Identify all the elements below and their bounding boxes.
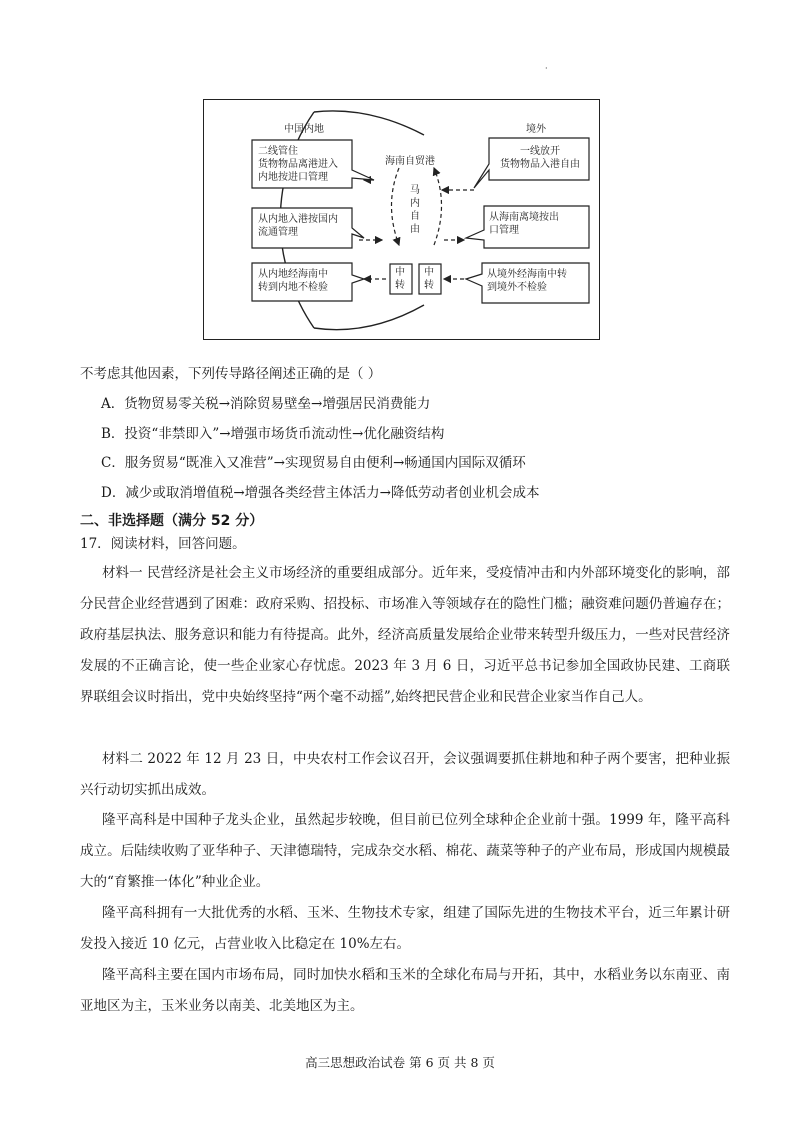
option-c: C．服务贸易“既准入又准营”→实现贸易自由便利→畅通国内国际双循环 <box>101 455 526 471</box>
option-b: B．投资“非禁即入”→增强市场货币流动性→优化融资结构 <box>101 426 445 442</box>
right-box-1-text: 一线放开 货物物品入港自由 <box>500 146 580 170</box>
material-one: 材料一 民营经济是社会主义市场经济的重要组成部分。近年来，受疫情冲击和内外部环境变化的影响，部分民营企业经营遇到了困难：政府采购、招投标、市场准入等领域存在的隐性门槛；融资难问题仍普遍存在；政府基层执法、服务意识和能力有待提高。此外，经济高质量发展给企业带来转型升级压力，一些对民营经济发展的不正确言论，使一些企业家心存忧虑。2023 年 3 月 6 日，习近平总书记参加全国政协民建、工商联界联组会议时指出，党中央始终坚持“两个毫不动摇”,始终把民营企业和民营企业家当作自己人。 <box>80 565 730 705</box>
paragraph-longping-global: 隆平高科主要在国内市场布局，同时加快水稻和玉米的全球化布局与开拓，其中，水稻业务以东南亚、南亚地区为主，玉米业务以南美、北美地区为主。 <box>80 967 730 1014</box>
label-china-mainland: 中国内地 <box>284 124 324 135</box>
question-stem: 不考虑其他因素，下列传导路径阐述正确的是（ ） <box>80 366 382 382</box>
question-17-title: 17．阅读材料，回答问题。 <box>80 536 246 552</box>
transit-right-text: 中转 <box>424 267 434 291</box>
right-box-3-text: 从境外经海南中转 到境外不检验 <box>487 269 567 293</box>
left-box-2-text: 从内地入港按国内 流通管理 <box>258 214 338 238</box>
material-two: 材料二 2022 年 12 月 23 日，中央农村工作会议召开，会议强调要抓住耕地和种子两个要害，把种业振兴行动切实抓出成效。 <box>80 751 730 798</box>
option-a: A．货物贸易零关税→消除贸易壁垒→增强居民消费能力 <box>101 396 431 412</box>
label-overseas: 境外 <box>526 124 546 135</box>
big-circle-arc-bottom <box>314 305 424 330</box>
left-box-3-text: 从内地经海南中 转到内地不检验 <box>258 269 328 293</box>
page-footer: 高三思想政治试卷 第 6 页 共 8 页 <box>305 1055 495 1070</box>
scan-speck: · <box>545 64 548 73</box>
paragraph-longping-rd: 隆平高科拥有一大批优秀的水稻、玉米、生物技术专家，组建了国际先进的生物技术平台，近三年累计研发投入接近 10 亿元，占营业收入比稳定在 10%左右。 <box>80 905 730 952</box>
section-title: 二、非选择题（满分 52 分） <box>80 513 264 529</box>
right-box-2-text: 从海南离境按出 口管理 <box>489 212 559 236</box>
inner-dashed-left <box>392 168 400 245</box>
transit-left-text: 中转 <box>395 267 405 291</box>
paragraph-longping-intro: 隆平高科是中国种子龙头企业，虽然起步较晚，但目前已位列全球种企企业前十强。1999 年，隆平高科成立。后陆续收购了亚华种子、天津德瑞特，完成杂交水稻、棉花、蔬菜等种子的产业布局，形成国内规模最大的“育繁推一体化”种业企业。 <box>80 812 730 890</box>
inner-dashed-right <box>434 168 442 245</box>
big-circle-arc-top <box>314 111 424 135</box>
option-d: D．减少或取消增值税→增强各类经营主体活力→降低劳动者创业机会成本 <box>101 485 540 501</box>
left-box-1-text: 二线管住 货物物品离港进入 内地按进口管理 <box>258 146 338 183</box>
label-center-vertical: 马内自由 <box>410 185 420 235</box>
hainan-ftp-diagram <box>203 99 600 340</box>
label-hainan-ftp: 海南自贸港 <box>385 156 435 167</box>
